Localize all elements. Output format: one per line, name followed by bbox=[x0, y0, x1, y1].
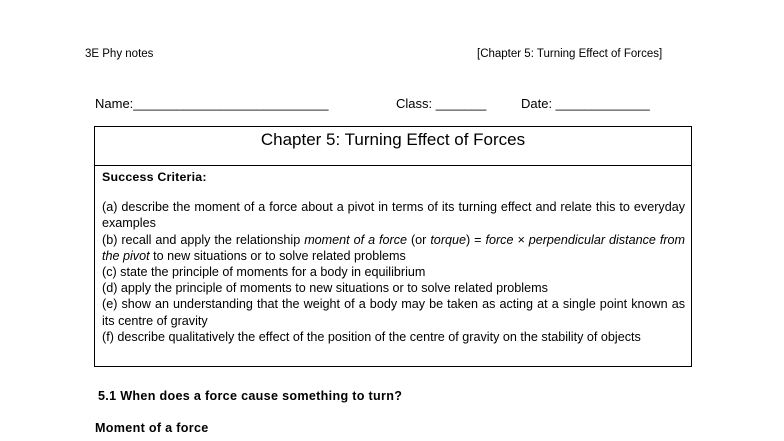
criterion-b-mid2: ) = bbox=[466, 232, 486, 247]
chapter-title: Chapter 5: Turning Effect of Forces bbox=[95, 127, 691, 166]
criterion-b-term-torque: torque bbox=[430, 232, 467, 247]
criterion-b bbox=[102, 232, 685, 264]
criterion-d: (d) apply the principle of moments to new situations or to solve related problems bbox=[102, 281, 548, 296]
criterion-b-term-moment: moment of a force bbox=[304, 232, 408, 247]
criterion-b-prefix: (b) recall and apply the relationship bbox=[102, 232, 305, 247]
date-field[interactable]: Date: _____________ bbox=[521, 96, 650, 111]
criterion-a: (a) describe the moment of a force about a pivot in terms of its turning effect and relate this to everyday examples bbox=[102, 200, 685, 231]
criteria-heading: Success Criteria: bbox=[102, 170, 207, 184]
class-field[interactable]: Class: _______ bbox=[396, 96, 487, 111]
criterion-b-suffix: to new situations or to solve related problems bbox=[149, 248, 406, 263]
name-field[interactable]: Name:___________________________ bbox=[95, 96, 329, 111]
success-criteria bbox=[95, 166, 691, 345]
header-left: 3E Phy notes bbox=[85, 48, 154, 60]
chapter-box bbox=[94, 126, 692, 367]
criterion-b-term-formula: force × perpendicular distance from the pivot bbox=[102, 232, 686, 263]
section-heading: 5.1 When does a force cause something to turn? bbox=[98, 389, 403, 403]
criterion-c: (c) state the principle of moments for a body in equilibrium bbox=[102, 265, 426, 280]
subheading: Moment of a force bbox=[95, 421, 209, 435]
header-right: [Chapter 5: Turning Effect of Forces] bbox=[477, 48, 663, 60]
criterion-f: (f) describe qualitatively the effect of the position of the centre of gravity on the stability of objects bbox=[102, 329, 641, 344]
criterion-e: (e) show an understanding that the weight of a body may be taken as acting at a single point known as its centre of gravity bbox=[102, 297, 685, 328]
criterion-b-mid1: (or bbox=[407, 232, 431, 247]
